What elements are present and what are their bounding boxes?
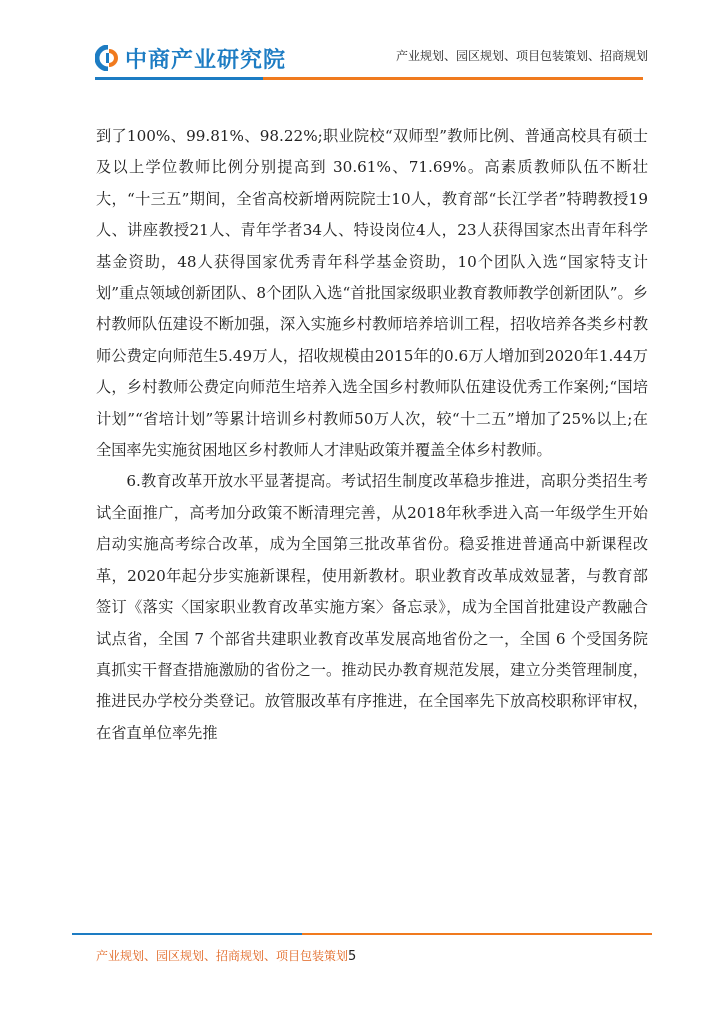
- header-tagline: 产业规划、园区规划、项目包装策划、招商规划: [395, 49, 648, 63]
- footer-divider-blue: [72, 933, 302, 935]
- page-header: [0, 0, 724, 95]
- body-paragraph: 6.教育改革开放水平显著提高。考试招生制度改革稳步推进，高职分类招生考试全面推广，高考加分政策不断清理完善，从2018年秋季进入高一年级学生开始启动实施高考综合改革，成为全国第三批改革省份。稳妥推进普通高中新课程改革，2020年起分步实施新课程，使用新教材。职业教育改革成效显著，与教育部签订《落实〈国家职业教育改革实施方案〉备忘录》，成为全国首批建设产教融合试点省，全国 7 个部省共建职业教育改革发展高地省份之一，全国 6 个受国务院真抓实干督查措施激励的省份之一。推动民办教育规范发展，建立分类管理制度，推进民办学校分类登记。放管服改革有序推进，在全国率先下放高校职称评审权，在省直单位率先推: [96, 472, 648, 742]
- company-logo: [95, 42, 286, 74]
- footer-divider-orange: [302, 933, 652, 935]
- footer-tagline: 产业规划、园区规划、招商规划、项目包装策划: [96, 949, 349, 963]
- header-divider-orange: [263, 77, 643, 80]
- document-body: [96, 121, 648, 749]
- logo-text: 中商产业研究院: [125, 47, 287, 73]
- page-number: 5: [348, 949, 357, 964]
- logo-icon: [95, 45, 121, 71]
- header-divider-blue: [95, 77, 263, 80]
- page-footer: [96, 947, 356, 964]
- body-paragraph: 到了100%、99.81%、98.22%;职业院校“双师型”教师比例、普通高校具有硕士及以上学位教师比例分别提高到 30.61%、71.69%。高素质教师队伍不断壮大，“十三五”期间，全省高校新增两院院士10人，教育部“长江学者”特聘教授19人、讲座教授21人、青年学者34人、特设岗位4人，23人获得国家杰出青年科学基金资助，48人获得国家优秀青年科学基金资助，10个团队入选“国家特支计划”重点领域创新团队、8个团队入选“首批国家级职业教育教师教学创新团队”。乡村教师队伍建设不断加强，深入实施乡村教师培养培训工程，招收培养各类乡村教师公费定向师范生5.49万人，招收规模由2015年的0.6万人增加到2020年1.44万人，乡村教师公费定向师范生培养入选全国乡村教师队伍建设优秀工作案例;“国培计划”“省培计划”等累计培训乡村教师50万人次，较“十二五”增加了25%以上;在全国率先实施贫困地区乡村教师人才津贴政策并覆盖全体乡村教师。: [96, 127, 648, 460]
